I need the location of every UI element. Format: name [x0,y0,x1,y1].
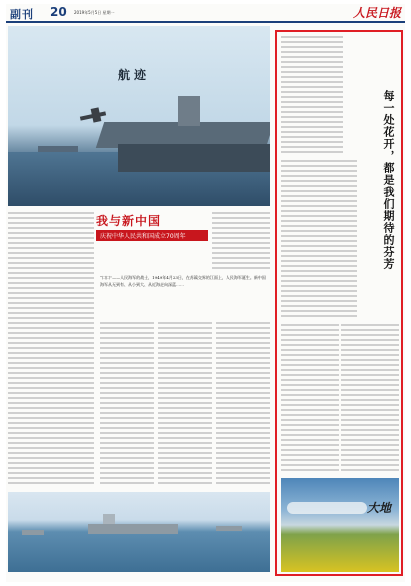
essay-text-middle [281,160,357,320]
essay-text-lower-left [281,324,339,474]
fleet-photo [8,492,270,572]
body-text-column-2-top [212,212,270,272]
pull-quote: “口口”——人民海军的战士，1949年4月23日，在苏赣交界的江面上，人民海军诞生。新中国海军从无到有、从小到大、从近海走向深蓝…… [100,275,266,287]
essay-title: 每一处花开，都是我们期待的芬芳 [382,90,395,270]
body-text-column-1 [8,212,94,490]
carrier-icon [88,524,178,534]
landscape-photo [281,478,399,572]
header-rule [6,21,405,23]
series-logo-text: 我与新中国 [96,214,162,228]
body-text-column-3 [100,322,154,490]
page-footer [6,576,405,582]
section-name: 副刊 [10,8,34,21]
page-header [6,4,405,24]
masthead-logo: 人民日报 [352,6,401,20]
article-title: 航迹 [118,68,151,82]
calligraphy-art: 大地 [367,501,392,515]
essay-text-top [281,36,343,156]
series-logo [96,212,208,272]
left-article [8,26,270,574]
body-text-column-5 [216,322,270,490]
page-number: 20 [50,5,67,19]
body-text-column-4 [158,322,212,490]
essay-text-lower-right [341,324,399,474]
carrier-photo [8,26,270,206]
featured-essay-box[interactable] [275,30,403,576]
issue-date: 2019年5月5日 星期一 [74,10,115,15]
series-subtitle: 庆祝中华人民共和国成立70周年 [100,233,186,240]
newspaper-page [6,4,405,582]
